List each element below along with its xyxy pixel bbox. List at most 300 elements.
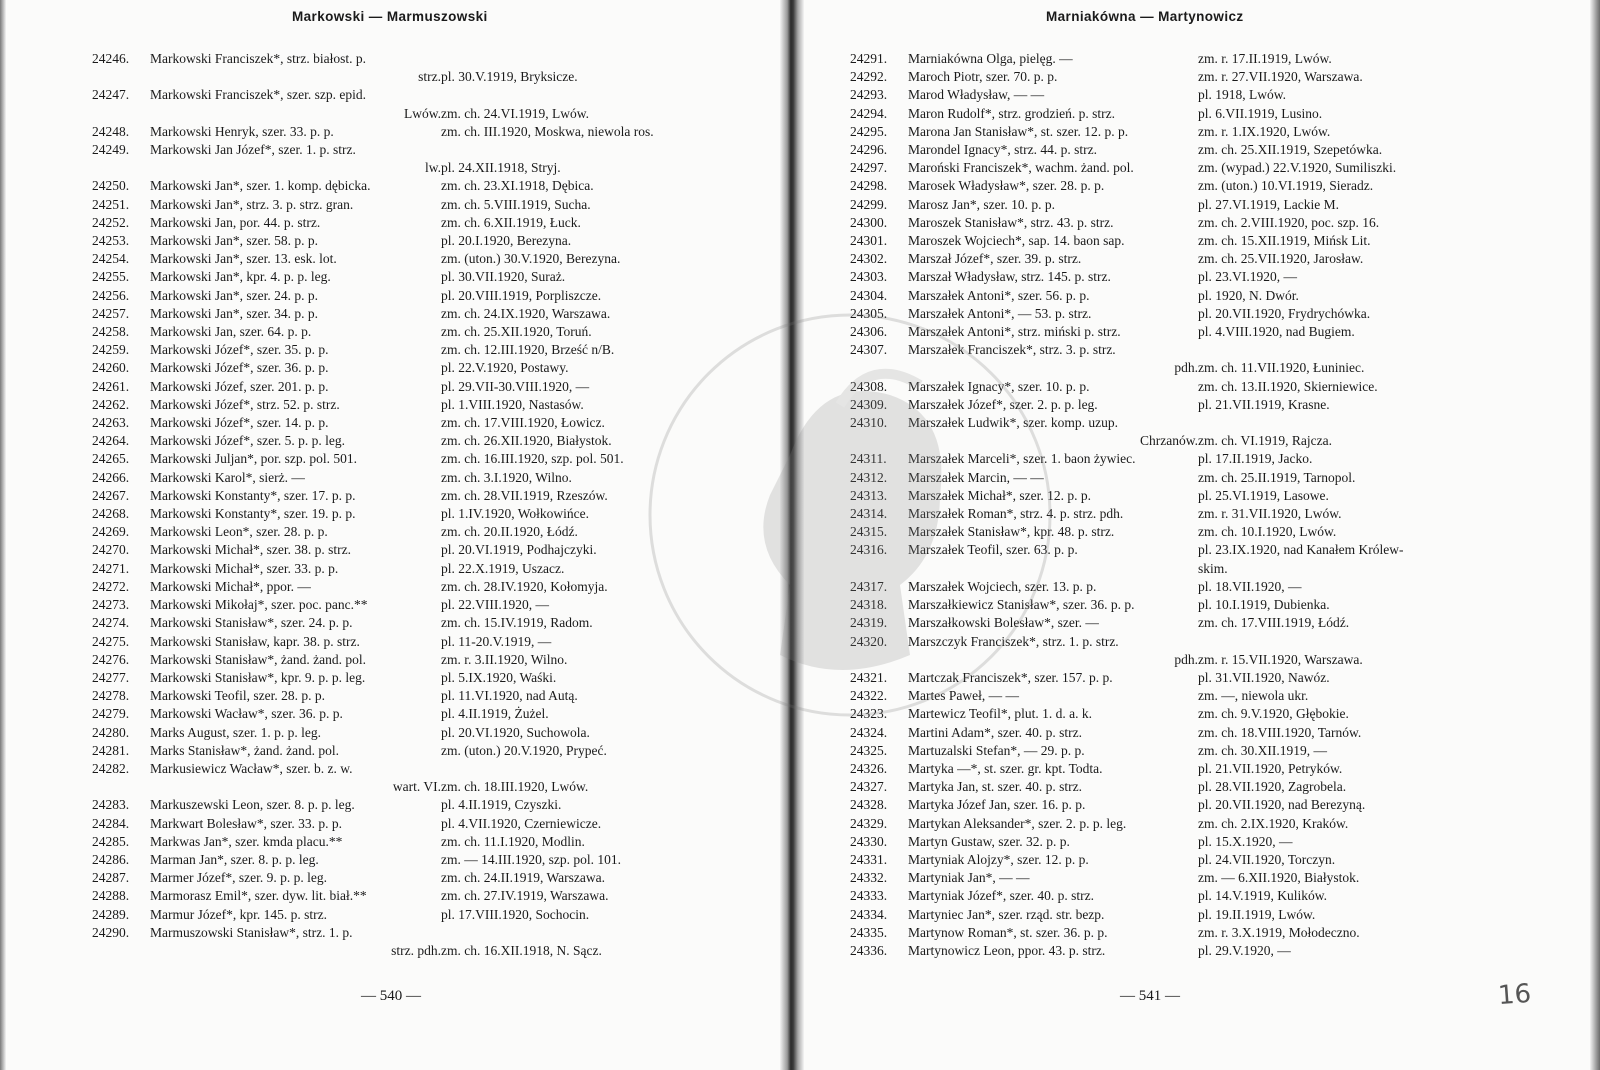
entry-name: Marszałkiewicz Stanisław*, szer. 36. p. p. bbox=[908, 597, 1135, 613]
entry-number: 24327. bbox=[850, 779, 888, 795]
entry-name: Markowski Franciszek*, szer. szp. epid. bbox=[150, 87, 366, 103]
entry-fate: zm. ch. 5.VIII.1919, Sucha. bbox=[441, 196, 591, 212]
entry-fate: zm. — 6.XII.1920, Białystok. bbox=[1198, 870, 1360, 886]
entry-number: 24293. bbox=[850, 87, 888, 103]
entry-fate: pl. 29.VII-30.VIII.1920, — bbox=[441, 378, 590, 394]
handwritten-page-mark: 16 bbox=[1496, 978, 1533, 1012]
entry-number: 24316. bbox=[850, 542, 888, 558]
entry-number: 24312. bbox=[850, 469, 888, 485]
list-item bbox=[850, 323, 1485, 341]
entry-fate: pl. 5.IX.1920, Waśki. bbox=[441, 669, 557, 685]
entry-number: 24269. bbox=[92, 524, 130, 540]
list-item bbox=[850, 141, 1485, 159]
entry-name: Markowski Jan*, szer. 24. p. p. bbox=[150, 287, 318, 303]
entry-name: Markowski Michał*, szer. 33. p. p. bbox=[150, 560, 339, 576]
entry-number: 24247. bbox=[92, 87, 130, 103]
entry-number: 24303. bbox=[850, 269, 888, 285]
list-item bbox=[92, 505, 692, 523]
entry-fate: pl. 31.VII.1920, Nawóz. bbox=[1198, 669, 1330, 685]
entry-number: 24331. bbox=[850, 851, 888, 867]
entry-fate: zm. ch. 15.XII.1919, Mińsk Lit. bbox=[1198, 233, 1371, 249]
entry-name: Martyn Gustaw, szer. 32. p. p. bbox=[908, 833, 1070, 849]
entry-fate: zm. (wypad.) 22.V.1920, Sumiliszki. bbox=[1198, 160, 1397, 176]
entry-number: 24283. bbox=[92, 797, 130, 813]
entry-name: Marszałek Wojciech, szer. 13. p. p. bbox=[908, 578, 1097, 594]
entry-name: Marondel Ignacy*, strz. 44. p. strz. bbox=[908, 142, 1097, 158]
entry-number: 24325. bbox=[850, 742, 888, 758]
entry-number: 24333. bbox=[850, 888, 888, 904]
list-item bbox=[92, 359, 692, 377]
entry-name: Markowski Leon*, szer. 28. p. p. bbox=[150, 524, 328, 540]
entry-number: 24335. bbox=[850, 924, 888, 940]
entry-name: Markowski Michał*, ppor. — bbox=[150, 578, 311, 594]
entry-name: Markowski Jan, szer. 64. p. p. bbox=[150, 324, 312, 340]
entry-number: 24336. bbox=[850, 942, 888, 958]
list-item bbox=[850, 742, 1485, 760]
entry-number: 24286. bbox=[92, 851, 130, 867]
entry-fate: pl. 4.II.1919, Czyszki. bbox=[441, 797, 562, 813]
entry-number: 24334. bbox=[850, 906, 888, 922]
list-item bbox=[92, 250, 692, 268]
entry-name: Marszałek Antoni*, szer. 56. p. p. bbox=[908, 287, 1090, 303]
entry-fate: pl. 1.IV.1920, Wołkowińce. bbox=[441, 506, 590, 522]
entry-fate: zm. r. 31.VII.1920, Lwów. bbox=[1198, 506, 1342, 522]
entry-name: Marosek Władysław*, szer. 28. p. p. bbox=[908, 178, 1105, 194]
entry-fate: pl. 21.VII.1919, Krasne. bbox=[1198, 396, 1330, 412]
list-item bbox=[850, 505, 1485, 523]
entry-name: Markowski Konstanty*, szer. 19. p. p. bbox=[150, 506, 356, 522]
entry-number: 24329. bbox=[850, 815, 888, 831]
entry-fate-continuation: zm. ch. 11.VII.1920, Łuniniec. bbox=[1198, 360, 1365, 376]
entry-name: Martyka Józef Jan, szer. 16. p. p. bbox=[908, 797, 1086, 813]
entry-number: 24277. bbox=[92, 669, 130, 685]
entry-name-continuation: pdh. bbox=[1174, 360, 1198, 376]
left-running-head: Markowski — Marmuszowski bbox=[292, 9, 488, 24]
entry-name: Marks Stanisław*, żand. żand. pol. bbox=[150, 742, 339, 758]
list-item bbox=[850, 414, 1485, 432]
entry-number: 24288. bbox=[92, 888, 130, 904]
entry-number: 24262. bbox=[92, 396, 130, 412]
list-item bbox=[92, 596, 692, 614]
entry-name: Martyniak Alojzy*, szer. 12. p. p. bbox=[908, 851, 1089, 867]
entry-number: 24273. bbox=[92, 597, 130, 613]
entry-name: Martyka —*, st. szer. gr. kpt. Todta. bbox=[908, 760, 1103, 776]
entry-number: 24257. bbox=[92, 305, 130, 321]
entry-number: 24297. bbox=[850, 160, 888, 176]
entry-number: 24308. bbox=[850, 378, 888, 394]
entry-number: 24276. bbox=[92, 651, 130, 667]
entry-fate-continuation: zm. ch. VI.1919, Rajcza. bbox=[1198, 433, 1332, 449]
entry-name: Markowski Franciszek*, strz. białost. p. bbox=[150, 51, 366, 66]
list-item bbox=[850, 887, 1485, 905]
entry-name-continuation: pdh. bbox=[1174, 651, 1198, 667]
entry-name: Marod Władysław, — — bbox=[908, 87, 1045, 103]
right-running-head: Marniakówna — Martynowicz bbox=[1046, 9, 1244, 24]
entry-name: Martyniec Jan*, szer. rząd. str. bezp. bbox=[908, 906, 1105, 922]
list-item bbox=[92, 541, 692, 559]
entry-name: Martynowicz Leon, ppor. 43. p. strz. bbox=[908, 942, 1106, 958]
entry-fate: zm. ch. 17.VIII.1920, Łowicz. bbox=[441, 415, 605, 431]
entry-name: Maroszek Stanisław*, strz. 43. p. strz. bbox=[908, 214, 1114, 230]
entry-fate: pl. 25.VI.1919, Lasowe. bbox=[1198, 487, 1329, 503]
list-item bbox=[850, 851, 1485, 869]
list-item-continuation bbox=[92, 68, 692, 86]
list-item bbox=[92, 796, 692, 814]
list-item bbox=[850, 523, 1485, 541]
list-item bbox=[92, 633, 692, 651]
list-item bbox=[850, 942, 1485, 960]
entry-number: 24250. bbox=[92, 178, 130, 194]
right-page bbox=[798, 0, 1600, 1070]
entry-number: 24281. bbox=[92, 742, 130, 758]
list-item bbox=[92, 760, 692, 778]
right-page-number: — 541 — bbox=[1120, 988, 1180, 1004]
entry-name: Marszał Władysław, strz. 145. p. strz. bbox=[908, 269, 1111, 285]
entry-number: 24318. bbox=[850, 597, 888, 613]
list-item bbox=[92, 705, 692, 723]
entry-name: Markusiewicz Wacław*, szer. b. z. w. bbox=[150, 760, 353, 776]
left-entries-list bbox=[92, 50, 692, 960]
entry-name: Markowski Henryk, szer. 33. p. p. bbox=[150, 123, 334, 139]
entry-name: Markowski Konstanty*, szer. 17. p. p. bbox=[150, 487, 356, 503]
entry-name: Marks August, szer. 1. p. p. leg. bbox=[150, 724, 321, 740]
entry-fate: pl. 6.VII.1919, Lusino. bbox=[1198, 105, 1323, 121]
entry-fate: pl. 4.VIII.1920, nad Bugiem. bbox=[1198, 324, 1355, 340]
entry-name: Markowski Wacław*, szer. 36. p. p. bbox=[150, 706, 343, 722]
entry-number: 24321. bbox=[850, 669, 888, 685]
list-item bbox=[92, 523, 692, 541]
list-item bbox=[850, 469, 1485, 487]
entry-number: 24330. bbox=[850, 833, 888, 849]
entry-name-continuation: strz. bbox=[418, 69, 441, 85]
list-item bbox=[850, 924, 1485, 942]
entry-name: Marszałkowski Bolesław*, szer. — bbox=[908, 615, 1099, 631]
list-item bbox=[850, 105, 1485, 123]
entry-fate: zm. ch. 16.III.1920, szp. pol. 501. bbox=[441, 451, 624, 467]
list-item bbox=[92, 742, 692, 760]
entry-number: 24260. bbox=[92, 360, 130, 376]
entry-number: 24314. bbox=[850, 506, 888, 522]
entry-fate: pl. 10.I.1919, Dubienka. bbox=[1198, 597, 1330, 613]
list-item bbox=[92, 232, 692, 250]
entry-fate: pl. 14.V.1919, Kulików. bbox=[1198, 888, 1328, 904]
entry-fate: pl. 23.VI.1920, — bbox=[1198, 269, 1297, 285]
entry-name: Markowski Józef*, strz. 52. p. strz. bbox=[150, 396, 340, 412]
list-item-continuation bbox=[92, 159, 692, 177]
entry-fate: zm. ch. 13.II.1920, Skierniewice. bbox=[1198, 378, 1378, 394]
entry-name: Markowski Jan*, szer. 34. p. p. bbox=[150, 305, 318, 321]
list-item bbox=[92, 851, 692, 869]
entry-number: 24294. bbox=[850, 105, 888, 121]
list-item bbox=[92, 469, 692, 487]
entry-fate: pl. 22.V.1920, Postawy. bbox=[441, 360, 569, 376]
entry-fate: zm. —, niewola ukr. bbox=[1198, 688, 1309, 704]
entry-number: 24263. bbox=[92, 415, 130, 431]
list-item-continuation bbox=[850, 651, 1485, 669]
entry-number: 24258. bbox=[92, 324, 130, 340]
entry-fate: zm. ch. 2.VIII.1920, poc. szp. 16. bbox=[1198, 214, 1380, 230]
entry-fate: zm. ch. 10.I.1920, Lwów. bbox=[1198, 524, 1337, 540]
entry-number: 24278. bbox=[92, 688, 130, 704]
entry-number: 24291. bbox=[850, 51, 888, 66]
entry-name: Markowski Karol*, sierż. — bbox=[150, 469, 305, 485]
entry-name: Marszałek Ludwik*, szer. komp. uzup. bbox=[908, 415, 1118, 431]
entry-number: 24282. bbox=[92, 760, 130, 776]
entry-fate: zm. ch. 3.I.1920, Wilno. bbox=[441, 469, 572, 485]
entry-name: Markowski Mikołaj*, szer. poc. panc.** bbox=[150, 597, 368, 613]
entry-name: Markowski Juljan*, por. szp. pol. 501. bbox=[150, 451, 357, 467]
list-item bbox=[850, 450, 1485, 468]
list-item bbox=[850, 214, 1485, 232]
entry-number: 24284. bbox=[92, 815, 130, 831]
list-item bbox=[850, 687, 1485, 705]
entry-name: Marszałek Józef*, szer. 2. p. p. leg. bbox=[908, 396, 1098, 412]
entry-number: 24295. bbox=[850, 123, 888, 139]
entry-number: 24270. bbox=[92, 542, 130, 558]
entry-number: 24251. bbox=[92, 196, 130, 212]
list-item bbox=[850, 724, 1485, 742]
entry-number: 24296. bbox=[850, 142, 888, 158]
entry-name: Maroch Piotr, szer. 70. p. p. bbox=[908, 69, 1058, 85]
list-item bbox=[850, 760, 1485, 778]
list-item-continuation bbox=[850, 359, 1485, 377]
entry-fate: pl. 19.II.1919, Lwów. bbox=[1198, 906, 1316, 922]
entry-name: Martyka Jan, st. szer. 40. p. strz. bbox=[908, 779, 1082, 795]
list-item-continuation bbox=[92, 942, 692, 960]
entry-number: 24302. bbox=[850, 251, 888, 267]
list-item bbox=[92, 651, 692, 669]
list-item bbox=[92, 141, 692, 159]
list-item bbox=[850, 287, 1485, 305]
entry-number: 24313. bbox=[850, 487, 888, 503]
entry-fate: pl. 11.VI.1920, nad Autą. bbox=[441, 688, 578, 704]
entry-number: 24311. bbox=[850, 451, 887, 467]
entry-number: 24266. bbox=[92, 469, 130, 485]
entry-name: Marszałek Teofil, szer. 63. p. p. bbox=[908, 542, 1078, 558]
entry-fate: pl. 17.II.1919, Jacko. bbox=[1198, 451, 1313, 467]
list-item bbox=[850, 596, 1485, 614]
list-item bbox=[850, 541, 1485, 559]
entry-fate: zm. r. 17.II.1919, Lwów. bbox=[1198, 51, 1332, 66]
entry-fate: pl. 21.VII.1920, Petryków. bbox=[1198, 760, 1343, 776]
entry-number: 24259. bbox=[92, 342, 130, 358]
list-item bbox=[850, 778, 1485, 796]
entry-number: 24280. bbox=[92, 724, 130, 740]
list-item-continuation bbox=[92, 105, 692, 123]
entry-fate: pl. 4.II.1919, Żużel. bbox=[441, 706, 549, 722]
entry-fate-continuation: skim. bbox=[1198, 560, 1228, 576]
list-item bbox=[92, 123, 692, 141]
entry-number: 24309. bbox=[850, 396, 888, 412]
entry-fate: zm. ch. 24.II.1919, Warszawa. bbox=[441, 870, 605, 886]
entry-fate: pl. 24.VII.1920, Torczyn. bbox=[1198, 851, 1336, 867]
entry-name: Markowski Józef, szer. 201. p. p. bbox=[150, 378, 329, 394]
entry-fate-continuation: zm. r. 15.VII.1920, Warszawa. bbox=[1198, 651, 1363, 667]
entry-name: Martes Paweł, — — bbox=[908, 688, 1019, 704]
entry-number: 24285. bbox=[92, 833, 130, 849]
list-item bbox=[850, 232, 1485, 250]
book-gutter bbox=[780, 0, 804, 1070]
entry-number: 24264. bbox=[92, 433, 130, 449]
list-item-continuation bbox=[850, 560, 1485, 578]
entry-name: Martini Adam*, szer. 40. p. strz. bbox=[908, 724, 1082, 740]
entry-number: 24326. bbox=[850, 760, 888, 776]
entry-number: 24324. bbox=[850, 724, 888, 740]
entry-fate: pl. 11-20.V.1919, — bbox=[441, 633, 552, 649]
entry-number: 24272. bbox=[92, 578, 130, 594]
entry-name: Markowski Michał*, szer. 38. p. strz. bbox=[150, 542, 351, 558]
list-item bbox=[92, 560, 692, 578]
entry-fate: zm. ch. 25.XII.1920, Toruń. bbox=[441, 324, 592, 340]
list-item bbox=[92, 341, 692, 359]
list-item bbox=[92, 323, 692, 341]
list-item bbox=[850, 86, 1485, 104]
entry-name-continuation: Lwów. bbox=[404, 105, 441, 121]
entry-name: Martuzalski Stefan*, — 29. p. p. bbox=[908, 742, 1085, 758]
entry-number: 24292. bbox=[850, 69, 888, 85]
entry-name: Markowski Józef*, szer. 14. p. p. bbox=[150, 415, 329, 431]
entry-name: Markowski Stanisław, kapr. 38. p. strz. bbox=[150, 633, 360, 649]
list-item bbox=[92, 906, 692, 924]
entry-fate: zm. ch. 28.VII.1919, Rzeszów. bbox=[441, 487, 608, 503]
entry-name: Markowski Józef*, szer. 36. p. p. bbox=[150, 360, 329, 376]
entry-name: Markowski Jan, por. 44. p. strz. bbox=[150, 214, 321, 230]
entry-fate: zm. ch. 2.IX.1920, Kraków. bbox=[1198, 815, 1349, 831]
entry-fate: zm. (uton.) 10.VI.1919, Sieradz. bbox=[1198, 178, 1374, 194]
list-item bbox=[850, 396, 1485, 414]
list-item bbox=[92, 378, 692, 396]
entry-name: Markowski Józef*, szer. 35. p. p. bbox=[150, 342, 329, 358]
entry-fate: pl. 20.VI.1919, Podhajczyki. bbox=[441, 542, 597, 558]
entry-name: Marszałek Stanisław*, kpr. 48. p. strz. bbox=[908, 524, 1115, 540]
entry-number: 24317. bbox=[850, 578, 888, 594]
entry-name: Marman Jan*, szer. 8. p. p. leg. bbox=[150, 851, 319, 867]
list-item bbox=[850, 705, 1485, 723]
list-item bbox=[850, 177, 1485, 195]
entry-number: 24299. bbox=[850, 196, 888, 212]
entry-fate: zm. ch. 11.I.1920, Modlin. bbox=[441, 833, 585, 849]
entry-fate: zm. ch. 25.II.1919, Tarnopol. bbox=[1198, 469, 1356, 485]
list-item bbox=[850, 833, 1485, 851]
entry-number: 24268. bbox=[92, 506, 130, 522]
list-item bbox=[92, 669, 692, 687]
entry-fate: zm. ch. 6.XII.1919, Łuck. bbox=[441, 214, 581, 230]
entry-fate: zm. ch. 24.IX.1920, Warszawa. bbox=[441, 305, 611, 321]
entry-name: Markowski Jan*, kpr. 4. p. p. leg. bbox=[150, 269, 331, 285]
entry-number: 24315. bbox=[850, 524, 888, 540]
entry-number: 24289. bbox=[92, 906, 130, 922]
entry-fate-continuation: pl. 24.XII.1918, Stryj. bbox=[441, 160, 561, 176]
entry-fate: zm. ch. 20.II.1920, Łódź. bbox=[441, 524, 578, 540]
list-item bbox=[92, 268, 692, 286]
entry-number: 24267. bbox=[92, 487, 130, 503]
entry-number: 24256. bbox=[92, 287, 130, 303]
entry-name: Marszałek Marcin, — — bbox=[908, 469, 1044, 485]
entry-name: Martewicz Teofil*, plut. 1. d. a. k. bbox=[908, 706, 1093, 722]
entry-fate: zm. ch. 12.III.1920, Brześć n/B. bbox=[441, 342, 615, 358]
entry-number: 24252. bbox=[92, 214, 130, 230]
entry-fate-continuation: zm. ch. 24.VI.1919, Lwów. bbox=[441, 105, 589, 121]
entry-fate: zm. ch. III.1920, Moskwa, niewola ros. bbox=[441, 123, 654, 139]
list-item bbox=[850, 341, 1485, 359]
entry-fate: pl. 28.VII.1920, Zagrobela. bbox=[1198, 779, 1347, 795]
entry-name: Martynow Roman*, st. szer. 36. p. p. bbox=[908, 924, 1108, 940]
list-item bbox=[850, 906, 1485, 924]
entry-name: Marmorasz Emil*, szer. dyw. lit. biał.** bbox=[150, 888, 367, 904]
entry-number: 24274. bbox=[92, 615, 130, 631]
list-item bbox=[850, 614, 1485, 632]
entry-fate: pl. 1.VIII.1920, Nastasów. bbox=[441, 396, 584, 412]
entry-fate: zm. r. 3.X.1919, Mołodeczno. bbox=[1198, 924, 1360, 940]
right-entries-list bbox=[850, 50, 1485, 960]
entry-fate: zm. — 14.III.1920, szp. pol. 101. bbox=[441, 851, 621, 867]
left-page-number: — 540 — bbox=[361, 988, 421, 1004]
entry-fate-continuation: zm. ch. 16.XII.1918, N. Sącz. bbox=[441, 942, 602, 958]
list-item bbox=[92, 487, 692, 505]
entry-number: 24255. bbox=[92, 269, 130, 285]
entry-fate: zm. r. 27.VII.1920, Warszawa. bbox=[1198, 69, 1363, 85]
entry-fate: zm. ch. 28.IV.1920, Kołomyja. bbox=[441, 578, 608, 594]
entry-name: Markowski Jan Józef*, szer. 1. p. strz. bbox=[150, 142, 356, 158]
entry-number: 24290. bbox=[92, 924, 130, 940]
entry-fate: pl. 23.IX.1920, nad Kanałem Królew- bbox=[1198, 542, 1404, 558]
list-item bbox=[92, 196, 692, 214]
list-item bbox=[850, 123, 1485, 141]
list-item bbox=[92, 432, 692, 450]
entry-name: Marszałek Michał*, szer. 12. p. p. bbox=[908, 487, 1091, 503]
entry-name: Marszał Józef*, szer. 39. p. strz. bbox=[908, 251, 1082, 267]
list-item bbox=[92, 869, 692, 887]
entry-number: 24279. bbox=[92, 706, 130, 722]
entry-fate: pl. 29.V.1920, — bbox=[1198, 942, 1291, 958]
entry-name: Marszałek Franciszek*, strz. 3. p. strz. bbox=[908, 342, 1116, 358]
entry-fate: zm. (uton.) 30.V.1920, Berezyna. bbox=[441, 251, 621, 267]
entry-name: Marmuszowski Stanisław*, strz. 1. p. bbox=[150, 924, 353, 940]
entry-name: Marosz Jan*, szer. 10. p. p. bbox=[908, 196, 1055, 212]
entry-fate-continuation: zm. ch. 18.III.1920, Lwów. bbox=[441, 779, 589, 795]
left-page-edge-shadow bbox=[0, 0, 6, 1070]
entry-number: 24305. bbox=[850, 305, 888, 321]
entry-number: 24265. bbox=[92, 451, 130, 467]
entry-number: 24300. bbox=[850, 214, 888, 230]
entry-number: 24319. bbox=[850, 615, 888, 631]
entry-number: 24310. bbox=[850, 415, 888, 431]
entry-name-continuation: strz. pdh. bbox=[391, 942, 441, 958]
entry-name: Marszałek Marceli*, szer. 1. baon żywiec. bbox=[908, 451, 1136, 467]
entry-number: 24307. bbox=[850, 342, 888, 358]
list-item bbox=[850, 796, 1485, 814]
list-item bbox=[850, 159, 1485, 177]
entry-fate: pl. 4.VII.1920, Czerniewicze. bbox=[441, 815, 602, 831]
entry-name: Marmer Józef*, szer. 9. p. p. leg. bbox=[150, 870, 327, 886]
entry-fate: pl. 20.VII.1920, nad Berezyną. bbox=[1198, 797, 1366, 813]
entry-name: Markuszewski Leon, szer. 8. p. p. leg. bbox=[150, 797, 355, 813]
entry-number: 24301. bbox=[850, 233, 888, 249]
entry-name: Markowski Stanisław*, żand. żand. pol. bbox=[150, 651, 366, 667]
list-item bbox=[92, 414, 692, 432]
list-item-continuation bbox=[850, 432, 1485, 450]
entry-number: 24253. bbox=[92, 233, 130, 249]
list-item bbox=[850, 378, 1485, 396]
entry-number: 24304. bbox=[850, 287, 888, 303]
entry-fate: zm. ch. 25.VII.1920, Jarosław. bbox=[1198, 251, 1364, 267]
entry-name-continuation: lw. bbox=[425, 160, 441, 176]
list-item bbox=[850, 50, 1485, 68]
list-item bbox=[92, 687, 692, 705]
entry-fate: zm. ch. 17.VIII.1919, Łódź. bbox=[1198, 615, 1350, 631]
entry-name: Markowski Teofil, szer. 28. p. p. bbox=[150, 688, 326, 704]
list-item-continuation bbox=[92, 778, 692, 796]
